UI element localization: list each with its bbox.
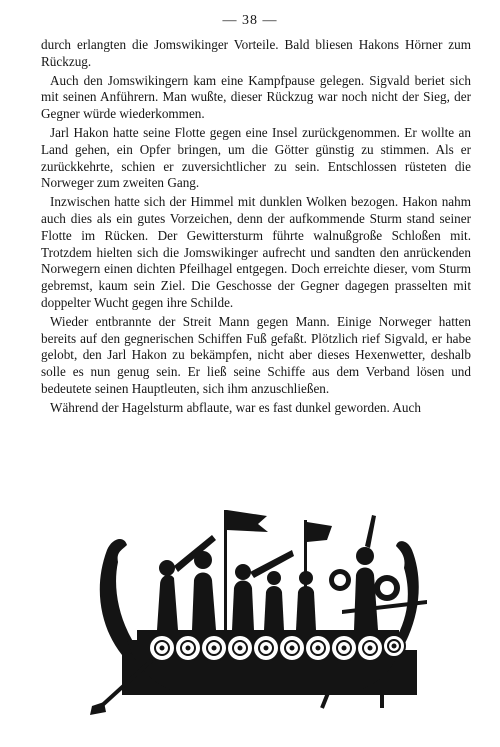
shield: [253, 635, 279, 661]
shield: [383, 635, 405, 657]
warrior-figure: [264, 586, 284, 630]
shield: [227, 635, 253, 661]
horn: [174, 535, 216, 572]
oar-blade: [90, 702, 106, 715]
paragraph: Auch den Jomswikingern kam eine Kampfpause gelegen. Sigvald beriet sich mit seinen Anführern. Man wußte, dieser Rückzug war noch nicht der Sieg, der Gegner würde wiederkommen.: [41, 72, 471, 122]
warrior-figure: [232, 581, 254, 631]
banner-flag: [227, 510, 268, 532]
warrior-figure: [296, 586, 316, 630]
banner-pole: [224, 510, 227, 630]
page-number: — 38 —: [222, 13, 278, 28]
shield: [305, 635, 331, 661]
paragraph: Wieder entbrannte der Streit Mann gegen Mann. Einige Norweger hatten bereits auf den gegnerischen Schiffen Fuß gefaßt. Plötzlich rief Sigvald, er habe gelobt, den Jarl Hakon zu bekämpfen, nicht aber dieses Hexenwetter, deshalb solle es nun genug sein. Er ließ seine Schiffe aus dem Verband lösen und bedeutete seinen Hauptleuten, sich ihm anzuschließen.: [41, 313, 471, 396]
paragraph: Jarl Hakon hatte seine Flotte gegen eine Insel zurückgenommen. Er wollte an Land gehen, ein Opfer bringen, um die Götter günstig zu stimmen. Als er zurückkehrte, schien er zuversichtlicher zu sein. Entschlossen rüsteten die Norweger zum zweiten Gang.: [41, 124, 471, 191]
shield: [331, 635, 357, 661]
shield: [357, 635, 383, 661]
banner-flag: [307, 522, 332, 542]
paragraph: Inzwischen hatte sich der Himmel mit dunklen Wolken bezogen. Hakon nahm auch dies als ein gutes Vorzeichen, denn der aufkommende Sturm stand seiner Flotte im Rücken. Der Gewittersturm führte walnußgroße Schloßen mit. Trotzdem hielten sich die Jomswikinger aufrecht und sandten den anrückenden Norwegern einen dichten Pfeilhagel entgegen. Doch erreichte dieser, vom Sturm gebremst, kaum sein Ziel. Die Geschosse der Gegner dagegen prasselten mit doppelter Wucht gegen ihre Schilde.: [41, 194, 471, 310]
bow-post: [100, 539, 140, 655]
body-text: [41, 37, 471, 419]
sword: [365, 515, 376, 548]
paragraph: Während der Hagelsturm abflaute, war es fast dunkel geworden. Auch: [50, 399, 421, 415]
shield: [279, 635, 305, 661]
viking-ship-illustration: [82, 480, 442, 715]
warrior-figure: [354, 568, 378, 631]
warrior-figure: [157, 575, 178, 630]
warrior-figure: [192, 573, 216, 631]
shield: [201, 635, 227, 661]
shield: [149, 635, 175, 661]
paragraph: durch erlangten die Jomswikinger Vorteile. Bald bliesen Hakons Hörner zum Rückzug.: [41, 37, 471, 69]
shield: [175, 635, 201, 661]
